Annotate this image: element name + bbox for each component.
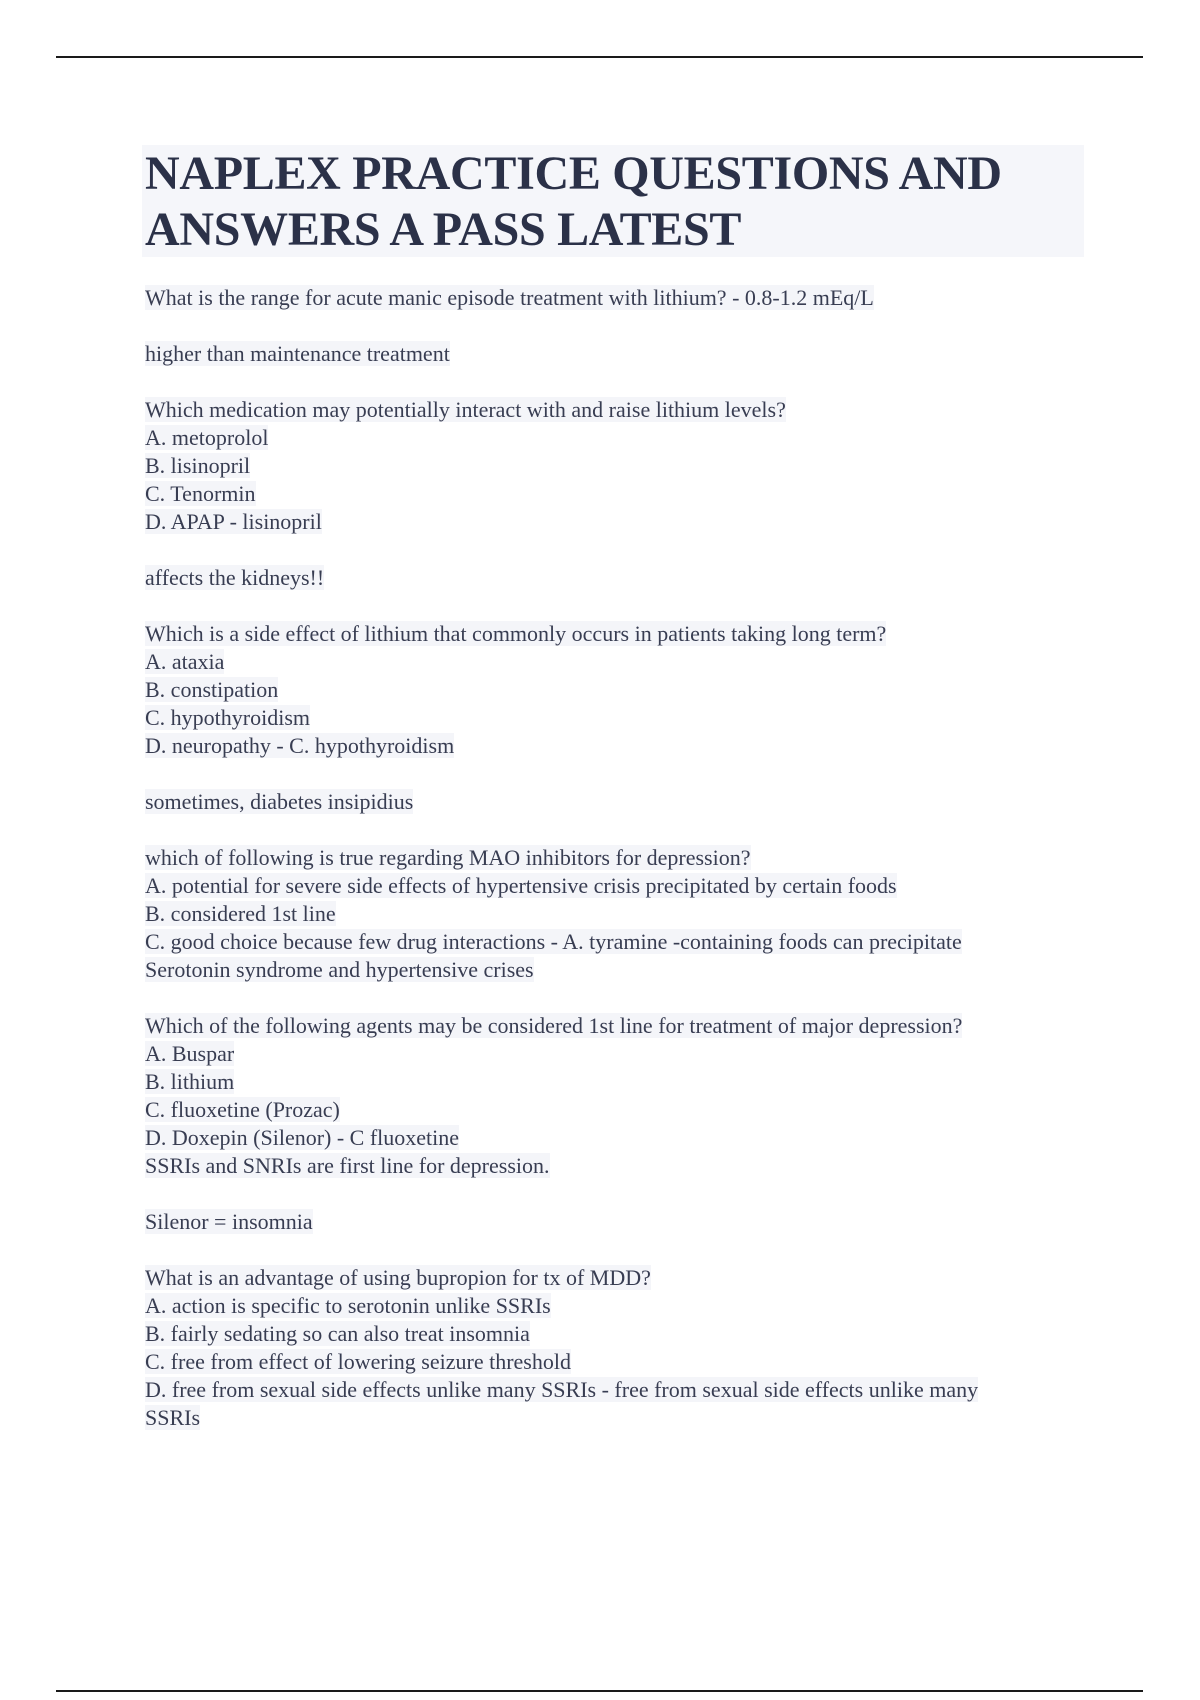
qa-paragraph — [145, 564, 1095, 592]
header-rule — [56, 56, 1143, 58]
line-wrapper — [145, 1320, 1095, 1348]
text-line: higher than maintenance treatment — [145, 341, 450, 366]
text-line: A. Buspar — [145, 1041, 235, 1066]
text-line: D. Doxepin (Silenor) - C fluoxetine — [145, 1125, 460, 1150]
line-wrapper — [145, 1208, 1095, 1236]
line-wrapper — [145, 1068, 1095, 1096]
text-line: D. free from sexual side effects unlike many SSRIs - free from sexual side effects unlike many — [145, 1377, 979, 1402]
text-line: A. ataxia — [145, 649, 225, 674]
qa-paragraph — [145, 844, 1095, 984]
document-body — [145, 284, 1095, 1460]
qa-paragraph — [145, 1264, 1095, 1432]
text-line: C. Tenormin — [145, 481, 256, 506]
footer-rule — [56, 1690, 1143, 1692]
qa-paragraph — [145, 620, 1095, 760]
line-wrapper — [145, 564, 1095, 592]
qa-paragraph — [145, 1012, 1095, 1180]
line-wrapper — [145, 1264, 1095, 1292]
text-line: B. constipation — [145, 677, 279, 702]
line-wrapper — [145, 900, 1095, 928]
line-wrapper — [145, 844, 1095, 872]
line-wrapper — [145, 788, 1095, 816]
line-wrapper — [145, 704, 1095, 732]
text-line: Silenor = insomnia — [145, 1209, 313, 1234]
line-wrapper — [145, 1292, 1095, 1320]
text-line: What is an advantage of using bupropion for tx of MDD? — [145, 1265, 651, 1290]
text-line: What is the range for acute manic episode treatment with lithium? - 0.8-1.2 mEq/L — [145, 285, 874, 310]
text-line: B. fairly sedating so can also treat insomnia — [145, 1321, 530, 1346]
line-wrapper — [145, 396, 1095, 424]
text-line: Serotonin syndrome and hypertensive crises — [145, 957, 534, 982]
line-wrapper — [145, 676, 1095, 704]
text-line: which of following is true regarding MAO inhibitors for depression? — [145, 845, 751, 870]
line-wrapper — [145, 1348, 1095, 1376]
line-wrapper — [145, 620, 1095, 648]
text-line: C. good choice because few drug interactions - A. tyramine -containing foods can precipitate — [145, 929, 962, 954]
line-wrapper — [145, 872, 1095, 900]
line-wrapper — [145, 508, 1095, 536]
line-wrapper — [145, 1152, 1095, 1180]
text-line: D. neuropathy - C. hypothyroidism — [145, 733, 455, 758]
title-line: NAPLEX PRACTICE QUESTIONS AND — [145, 147, 1002, 200]
text-line: C. free from effect of lowering seizure threshold — [145, 1349, 571, 1374]
text-line: Which medication may potentially interact with and raise lithium levels? — [145, 397, 786, 422]
text-line: A. potential for severe side effects of hypertensive crisis precipitated by certain foods — [145, 873, 897, 898]
qa-paragraph — [145, 396, 1095, 536]
qa-paragraph — [145, 340, 1095, 368]
line-wrapper — [145, 284, 1095, 312]
line-wrapper — [145, 1124, 1095, 1152]
qa-paragraph — [145, 788, 1095, 816]
text-line: Which of the following agents may be considered 1st line for treatment of major depression? — [145, 1013, 963, 1038]
line-wrapper — [145, 1376, 1095, 1404]
line-wrapper — [145, 340, 1095, 368]
text-line: SSRIs — [145, 1405, 201, 1430]
text-line: sometimes, diabetes insipidius — [145, 789, 414, 814]
line-wrapper — [145, 480, 1095, 508]
qa-paragraph — [145, 284, 1095, 312]
text-line: SSRIs and SNRIs are first line for depression. — [145, 1153, 550, 1178]
line-wrapper — [145, 732, 1095, 760]
line-wrapper — [145, 1096, 1095, 1124]
text-line: C. hypothyroidism — [145, 705, 311, 730]
line-wrapper — [145, 1012, 1095, 1040]
text-line: D. APAP - lisinopril — [145, 509, 322, 534]
line-wrapper — [145, 452, 1095, 480]
line-wrapper — [145, 648, 1095, 676]
line-wrapper — [145, 1404, 1095, 1432]
title-line: ANSWERS A PASS LATEST — [145, 203, 742, 256]
page-title — [145, 146, 1085, 258]
text-line: Which is a side effect of lithium that commonly occurs in patients taking long term? — [145, 621, 887, 646]
line-wrapper — [145, 1040, 1095, 1068]
text-line: C. fluoxetine (Prozac) — [145, 1097, 340, 1122]
text-line: B. lisinopril — [145, 453, 251, 478]
line-wrapper — [145, 956, 1095, 984]
line-wrapper — [145, 928, 1095, 956]
text-line: B. considered 1st line — [145, 901, 336, 926]
text-line: A. action is specific to serotonin unlike SSRIs — [145, 1293, 551, 1318]
text-line: affects the kidneys!! — [145, 565, 325, 590]
text-line: A. metoprolol — [145, 425, 269, 450]
qa-paragraph — [145, 1208, 1095, 1236]
line-wrapper — [145, 424, 1095, 452]
text-line: B. lithium — [145, 1069, 235, 1094]
